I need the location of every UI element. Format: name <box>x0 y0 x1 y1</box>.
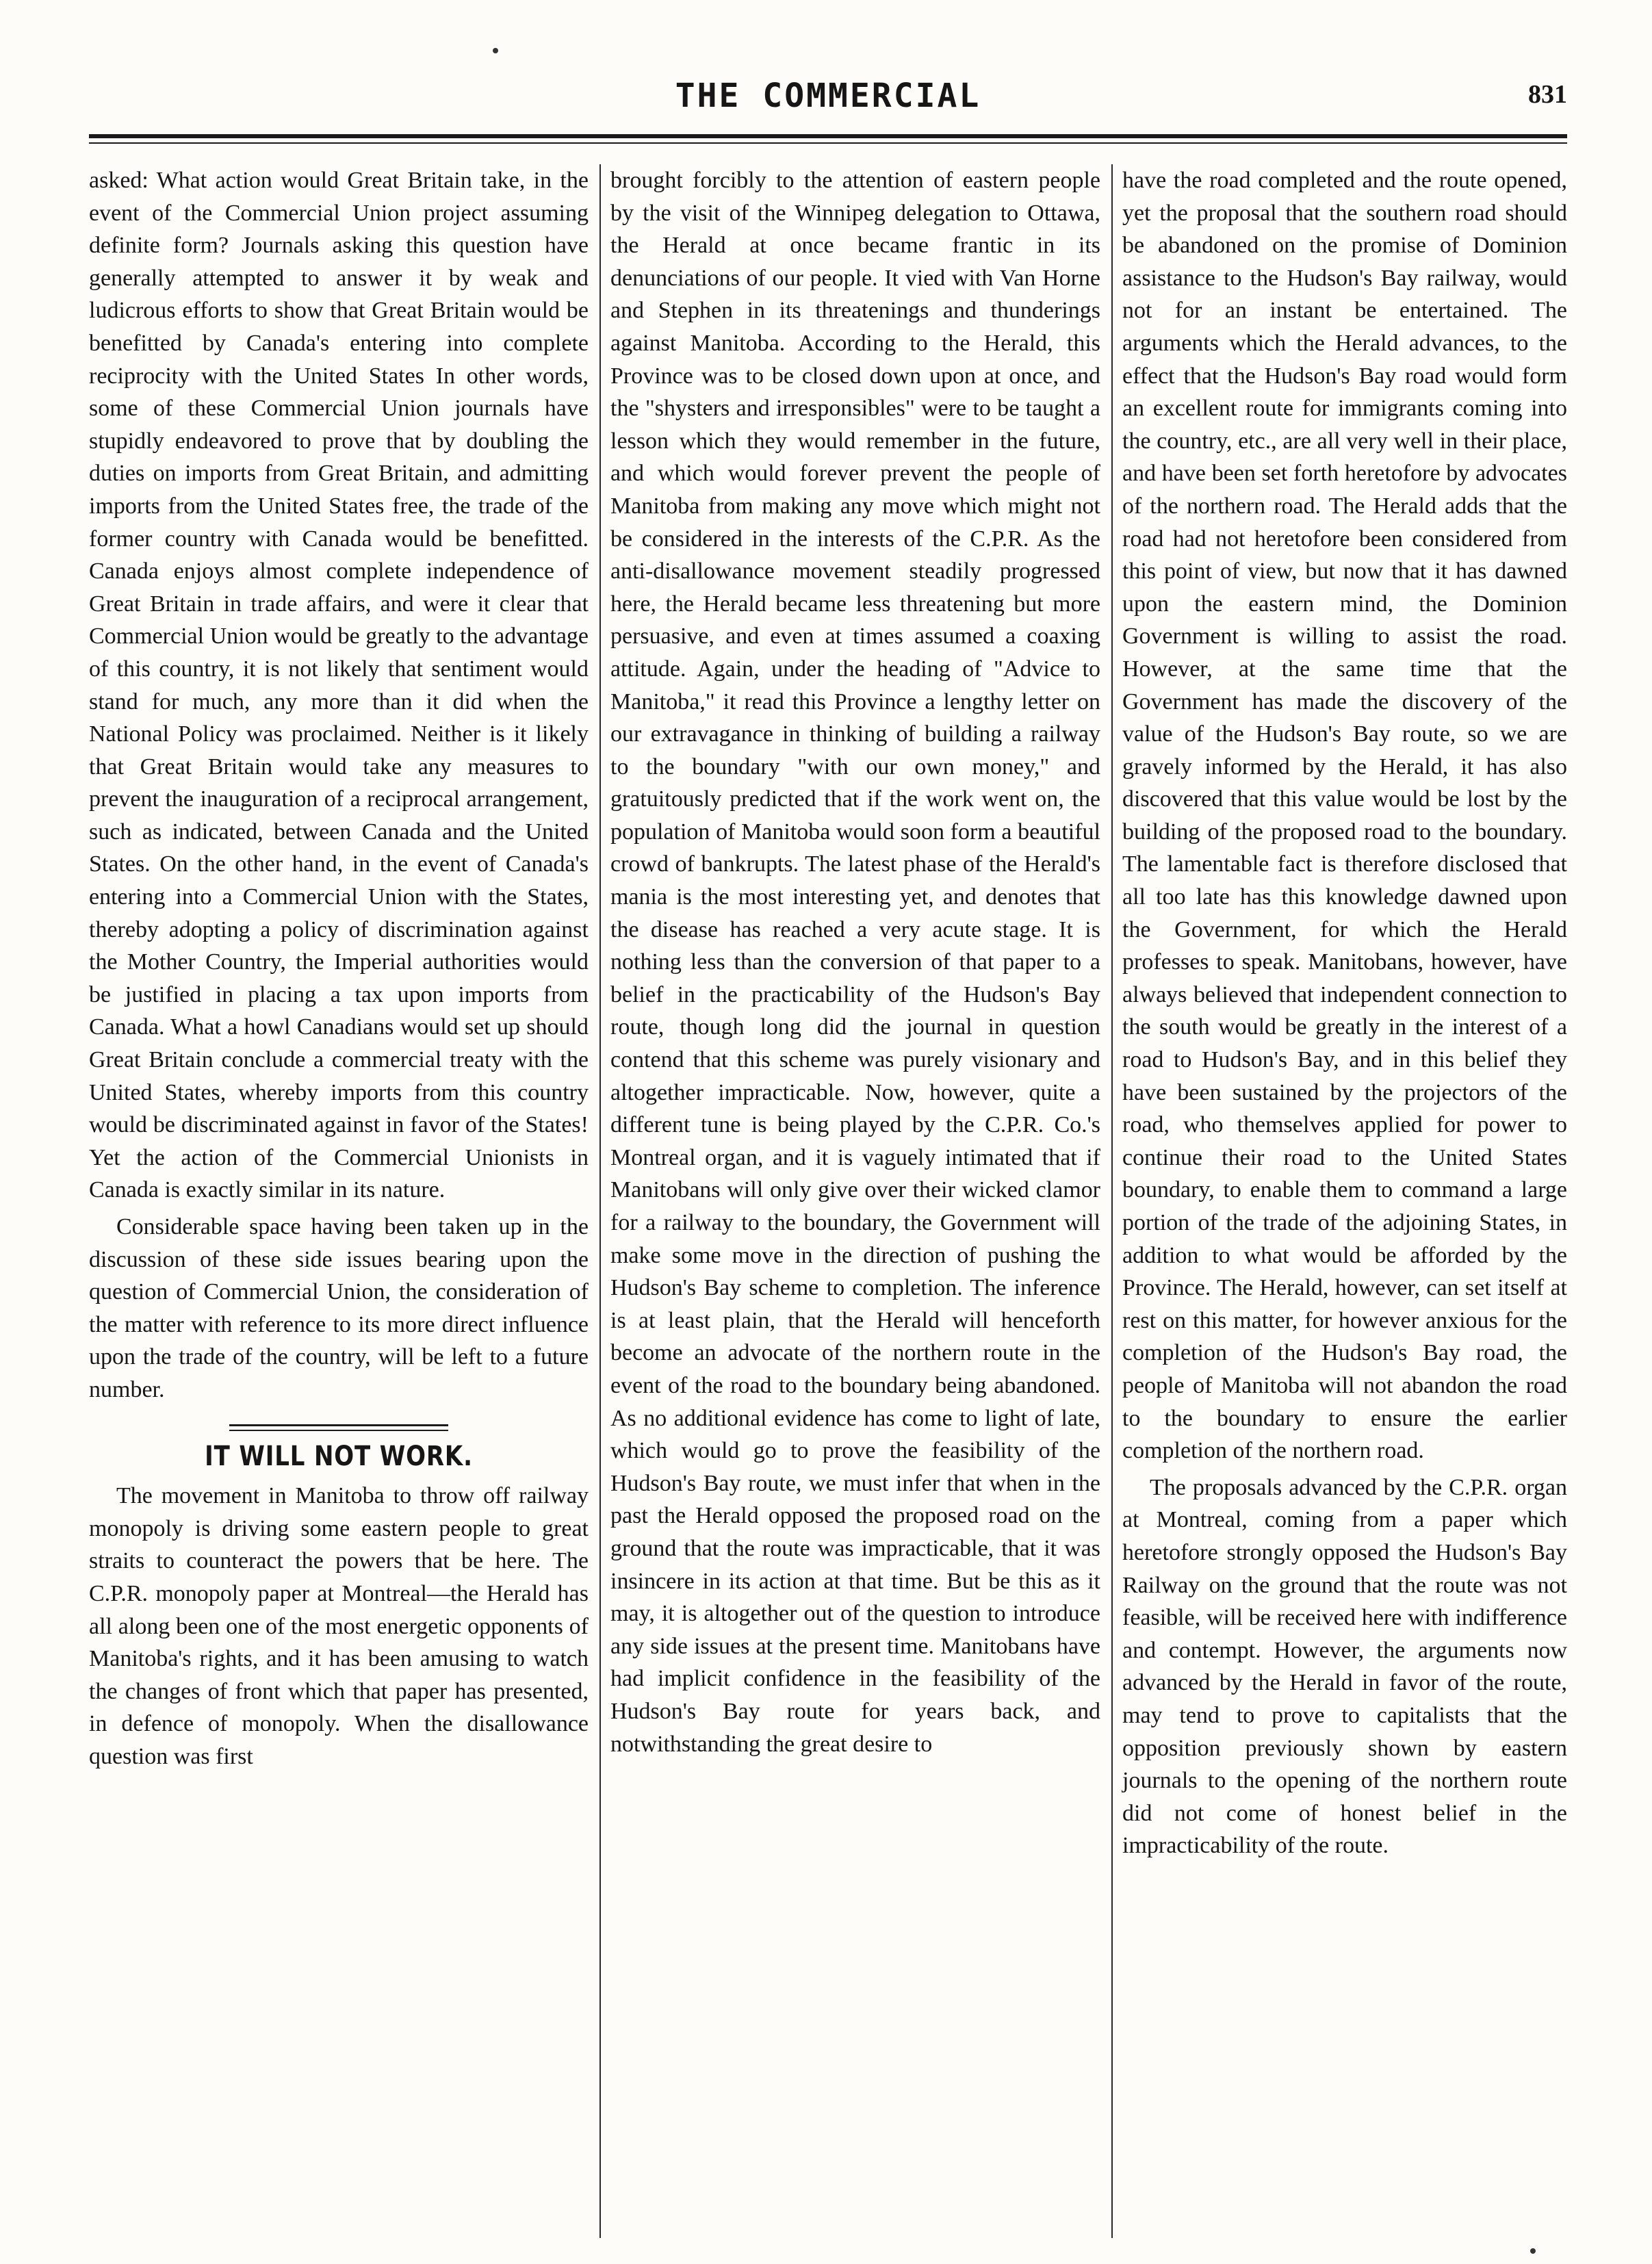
print-speck <box>1530 2248 1536 2254</box>
paragraph: brought forcibly to the attention of eastern people by the visit of the Winnipeg delegation to Ottawa, the Herald at once became frantic in its denunciations of our people. It vied with Van Horne and Stephen in its threatenings and thunderings against Manitoba. According to the Herald, this Province was to be closed down upon at once, and the "shysters and irresponsibles" were to be taught a lesson which they would remember in the future, and which would forever prevent the people of Manitoba from making any move which might not be considered in the interests of the C.P.R. As the anti-disallowance movement steadily progressed here, the Herald became less threatening but more persuasive, and even at times assumed a coaxing attitude. Again, under the heading of "Advice to Manitoba," it read this Province a lengthy letter on our extravagance in thinking of building a railway to the boundary "with our own money," and gratuitously predicted that if the work went on, the population of Manitoba would soon form a beautiful crowd of bankrupts. The latest phase of the Herald's mania is the most interesting yet, and denotes that the disease has reached a very acute stage. It is nothing less than the conversion of that paper to a belief in the practicability of the Hudson's Bay route, though long did the journal in question contend that this scheme was purely visionary and altogether impracticable. Now, however, quite a different tune is being played by the C.P.R. Co.'s Montreal organ, and it is vaguely intimated that if Manitobans will only give over their wicked clamor for a railway to the boundary, the Government will make some move in the direction of pushing the Hudson's Bay scheme to completion. The inference is at least plain, that the Herald will henceforth become an advocate of the northern route in the event of the road to the boundary being abandoned. As no additional evidence has come to light of late, which would go to prove the feasibility of the Hudson's Bay route, we must infer that when in the past the Herald opposed the proposed road on the ground that the route was impracticable, that it was insincere in its action at that time. But be this as it may, it is altogether out of the question to introduce any side issues at the present time. Manitobans have had implicit confidence in the feasibility of the Hudson's Bay route for years back, and notwithstanding the great desire to <box>610 168 1100 1757</box>
page-number: 831 <box>1528 80 1567 109</box>
column-divider-2 <box>1111 164 1113 2238</box>
paragraph: asked: What action would Great Britain take, in the event of the Commercial Union project assuming definite form? Journals asking this question have generally attempted to answer it by weak and ludicrous efforts to show that Great Britain would be benefitted by Canada's entering into complete reciprocity with the United States In other words, some of these Commercial Union journals have stupidly endeavored to prove that by doubling the duties on imports from Great Britain, and admitting imports from the United States free, the trade of the former country with Canada would be benefitted. Canada enjoys almost complete independence of Great Britain in trade affairs, and were it clear that Commercial Union would be greatly to the advantage of this country, it is not likely that sentiment would stand for much, any more than it did when the National Policy was proclaimed. Neither is it likely that Great Britain would take any measures to prevent the inauguration of a reciprocal arrangement, such as indicated, between Canada and the United States. On the other hand, in the event of Canada's entering into a Commercial Union with the States, thereby adopting a policy of discrimination against the Mother Country, the Imperial authorities would be justified in placing a tax upon imports from Canada. What a howl Canadians would set up should Great Britain conclude a commercial treaty with the United States, whereby imports from this country would be discriminated against in favor of the States! Yet the action of the Commercial Unionists in Canada is exactly similar in its nature. <box>89 168 589 1203</box>
article-heading-block <box>89 1424 589 1474</box>
heading-rule <box>229 1430 448 1431</box>
header-rule-thick <box>89 134 1567 138</box>
paragraph: Considerable space having been taken up in the discussion of these side issues bearing upon the question of Commercial Union, the consideration of the matter with reference to its more direct influence upon the trade of the country, will be left to a future number. <box>89 1214 589 1402</box>
column-2 <box>610 164 1100 2238</box>
print-speck <box>493 48 498 53</box>
column-1 <box>89 164 589 2238</box>
heading-rule <box>229 1424 448 1426</box>
header-rule-thin <box>89 142 1567 144</box>
column-3 <box>1122 164 1567 2238</box>
paragraph: The proposals advanced by the C.P.R. organ at Montreal, coming from a paper which heretofore strongly opposed the Hudson's Bay Railway on the ground that the route was not feasible, will be received here with indifference and contempt. However, the arguments now advanced by the Herald in favor of the route, may tend to prove to capitalists that the opposition previously shown by eastern journals to the opening of the northern route did not come of honest belief in the impracticability of the route. <box>1122 1474 1567 1859</box>
masthead <box>89 77 1567 118</box>
newspaper-title: THE COMMERCIAL <box>675 77 981 115</box>
paragraph: The movement in Manitoba to throw off railway monopoly is driving some eastern people to great straits to counteract the powers that be here. The C.P.R. monopoly paper at Montreal—the Herald has all along been one of the most energetic opponents of Manitoba's rights, and it has been amusing to watch the changes of front which that paper has presented, in defence of monopoly. When the disallowance question was first <box>89 1483 589 1769</box>
column-divider-1 <box>599 164 601 2238</box>
article-heading: IT WILL NOT WORK. <box>205 1440 473 1472</box>
paragraph: have the road completed and the route opened, yet the proposal that the southern road should be abandoned on the promise of Dominion assistance to the Hudson's Bay railway, would not for an instant be entertained. The arguments which the Herald advances, to the effect that the Hudson's Bay road would form an excellent route for immigrants coming into the country, etc., are all very well in their place, and have been set forth heretofore by advocates of the northern road. The Herald adds that the road had not heretofore been considered from this point of view, but now that it has dawned upon the eastern mind, the Dominion Government is willing to assist the road. However, at the same time that the Government has made the discovery of the value of the Hudson's Bay route, so we are gravely informed by the Herald, it has also discovered that this value would be lost by the building of the proposed road to the boundary. The lamentable fact is therefore disclosed that all too late has this knowledge dawned upon the Government, for which the Herald professes to speak. Manitobans, however, have always believed that independent connection to the south would be greatly in the interest of a road to Hudson's Bay, and in this belief they have been sustained by the projectors of the road, who themselves applied for power to continue their road to the United States boundary, to enable them to command a large portion of the trade of the adjoining States, in addition to what would be afforded by the Province. The Herald, however, can set itself at rest on this matter, for however anxious for the completion of the Hudson's Bay road, the people of Manitoba will not abandon the road to the boundary to ensure the earlier completion of the northern road. <box>1122 168 1567 1464</box>
